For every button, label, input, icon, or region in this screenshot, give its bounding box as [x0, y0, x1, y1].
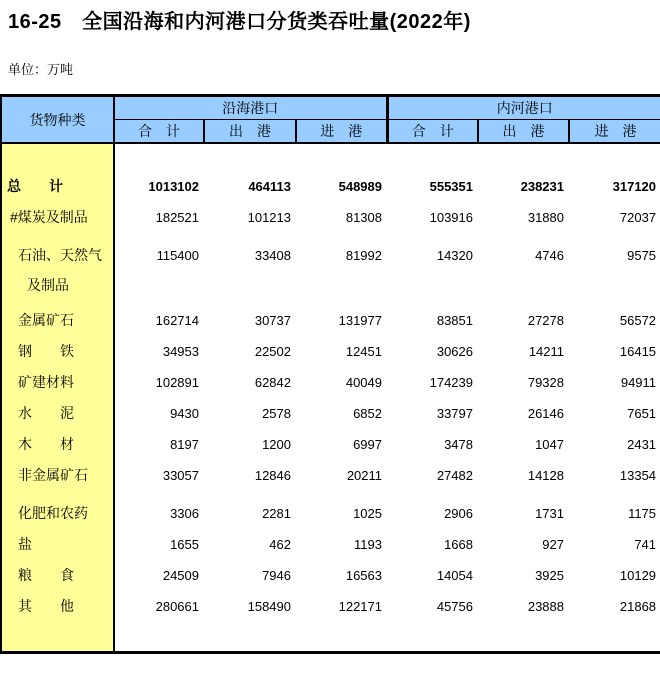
row-label: 化肥和农药: [1, 491, 114, 529]
value-cell: 2578: [262, 406, 291, 421]
inland-total-header: 合 计: [387, 120, 478, 144]
value-cell: 56572: [619, 313, 657, 328]
value-cell: 14211: [528, 344, 564, 359]
value-cell: 10129: [619, 568, 657, 583]
table-header: [1, 96, 660, 144]
row-label: 其 他: [1, 591, 114, 622]
table-body: [1, 171, 660, 622]
table-row: [1, 301, 660, 336]
table-row: [1, 529, 660, 560]
value-cell: 317120: [612, 179, 657, 194]
value-cell: 462: [269, 537, 291, 552]
value-cell: 23888: [527, 599, 564, 614]
value-cell: 22502: [254, 344, 291, 359]
row-label: 钢 铁: [1, 336, 114, 367]
value-cell: 1731: [535, 506, 564, 521]
inland-ports-header: 内河港口: [387, 96, 660, 120]
value-cell: 12451: [345, 344, 382, 359]
value-cell: 1047: [535, 437, 564, 452]
value-cell: 6852: [353, 406, 382, 421]
value-cell: 1025: [353, 506, 382, 521]
table-row: [1, 491, 660, 529]
value-cell: 13354: [619, 468, 657, 483]
table-row: [1, 560, 660, 591]
value-cell: 115400: [156, 248, 199, 263]
value-cell: 1200: [262, 437, 291, 452]
unit-label: 单位：万吨: [8, 62, 74, 77]
value-cell: 33057: [162, 468, 199, 483]
value-cell: 238231: [520, 179, 564, 194]
value-cell: 16415: [619, 344, 657, 359]
value-cell: 548989: [338, 179, 382, 194]
value-cell: 174239: [429, 375, 473, 390]
value-cell: 3306: [170, 506, 199, 521]
page-title: 16-25 全国沿海和内河港口分货类吞吐量(2022年): [8, 11, 471, 33]
table-row: [1, 429, 660, 460]
row-label: 石油、天然气 及制品: [1, 233, 114, 301]
value-cell: 20211: [346, 468, 382, 483]
cargo-type-header: 货物种类: [1, 96, 114, 144]
value-cell: 30737: [254, 313, 291, 328]
value-cell: 741: [634, 537, 657, 552]
value-cell: 79328: [527, 375, 564, 390]
value-cell: 81992: [345, 248, 382, 263]
row-label: 木 材: [1, 429, 114, 460]
inland-inbound-header: 进 港: [569, 120, 660, 144]
value-cell: 31880: [527, 210, 564, 225]
coastal-outbound-header: 出 港: [204, 120, 296, 144]
value-cell: 1013102: [148, 179, 199, 194]
value-cell: 182521: [155, 210, 199, 225]
value-cell: 9430: [170, 406, 199, 421]
spacer-row: [1, 143, 660, 171]
row-label: 粮 食: [1, 560, 114, 591]
coastal-inbound-header: 进 港: [296, 120, 387, 144]
table-row: [1, 398, 660, 429]
value-cell: 62842: [254, 375, 291, 390]
value-cell: 1655: [170, 537, 199, 552]
value-cell: 1193: [354, 537, 382, 552]
row-label: 金属矿石: [1, 301, 114, 336]
value-cell: 2281: [262, 506, 291, 521]
table-row: [1, 233, 660, 301]
value-cell: 14128: [527, 468, 564, 483]
value-cell: 1668: [444, 537, 473, 552]
value-cell: 7946: [262, 568, 291, 583]
value-cell: 7651: [627, 406, 657, 421]
row-label: 总 计: [1, 171, 114, 202]
value-cell: 21868: [619, 599, 657, 614]
value-cell: 280661: [155, 599, 199, 614]
value-cell: 34953: [162, 344, 199, 359]
value-cell: 158490: [247, 599, 291, 614]
inland-outbound-header: 出 港: [478, 120, 569, 144]
value-cell: 45756: [436, 599, 473, 614]
value-cell: 3925: [535, 568, 564, 583]
row-label: 非金属矿石: [1, 460, 114, 491]
coastal-ports-header: 沿海港口: [114, 96, 387, 120]
value-cell: 33797: [436, 406, 473, 421]
coastal-total-header: 合 计: [114, 120, 204, 144]
table-row: [1, 460, 660, 491]
value-cell: 94911: [620, 375, 657, 390]
value-cell: 2906: [444, 506, 473, 521]
value-cell: 2431: [627, 437, 657, 452]
value-cell: 9575: [627, 248, 657, 263]
value-cell: 555351: [429, 179, 473, 194]
row-label: 盐: [1, 529, 114, 560]
value-cell: 81308: [345, 210, 382, 225]
filler-row: [1, 622, 660, 652]
value-cell: 24509: [162, 568, 199, 583]
value-cell: 131977: [338, 313, 382, 328]
row-label: #煤炭及制品: [1, 202, 114, 233]
value-cell: 122171: [338, 599, 382, 614]
table-row: [1, 591, 660, 622]
value-cell: 16563: [345, 568, 382, 583]
value-cell: 33408: [254, 248, 291, 263]
value-cell: 103916: [429, 210, 473, 225]
value-cell: 3478: [444, 437, 473, 452]
table-row: [1, 367, 660, 398]
value-cell: 27278: [527, 313, 564, 328]
value-cell: 83851: [436, 313, 473, 328]
table-row: [1, 336, 660, 367]
row-label: 水 泥: [1, 398, 114, 429]
row-label: 矿建材料: [1, 367, 114, 398]
value-cell: 14320: [436, 248, 473, 263]
value-cell: 162714: [155, 313, 199, 328]
value-cell: 4746: [535, 248, 564, 263]
value-cell: 6997: [353, 437, 382, 452]
value-cell: 40049: [345, 375, 382, 390]
value-cell: 927: [542, 537, 564, 552]
value-cell: 101213: [247, 210, 291, 225]
value-cell: 14054: [436, 568, 473, 583]
value-cell: 12846: [254, 468, 291, 483]
value-cell: 1175: [628, 506, 657, 521]
value-cell: 26146: [527, 406, 564, 421]
value-cell: 102891: [155, 375, 199, 390]
value-cell: 8197: [170, 437, 199, 452]
value-cell: 27482: [436, 468, 473, 483]
table-row: [1, 171, 660, 202]
value-cell: 464113: [248, 179, 291, 194]
table-row: [1, 202, 660, 233]
value-cell: 30626: [436, 344, 473, 359]
value-cell: 72037: [619, 210, 657, 225]
data-table: [0, 94, 660, 654]
